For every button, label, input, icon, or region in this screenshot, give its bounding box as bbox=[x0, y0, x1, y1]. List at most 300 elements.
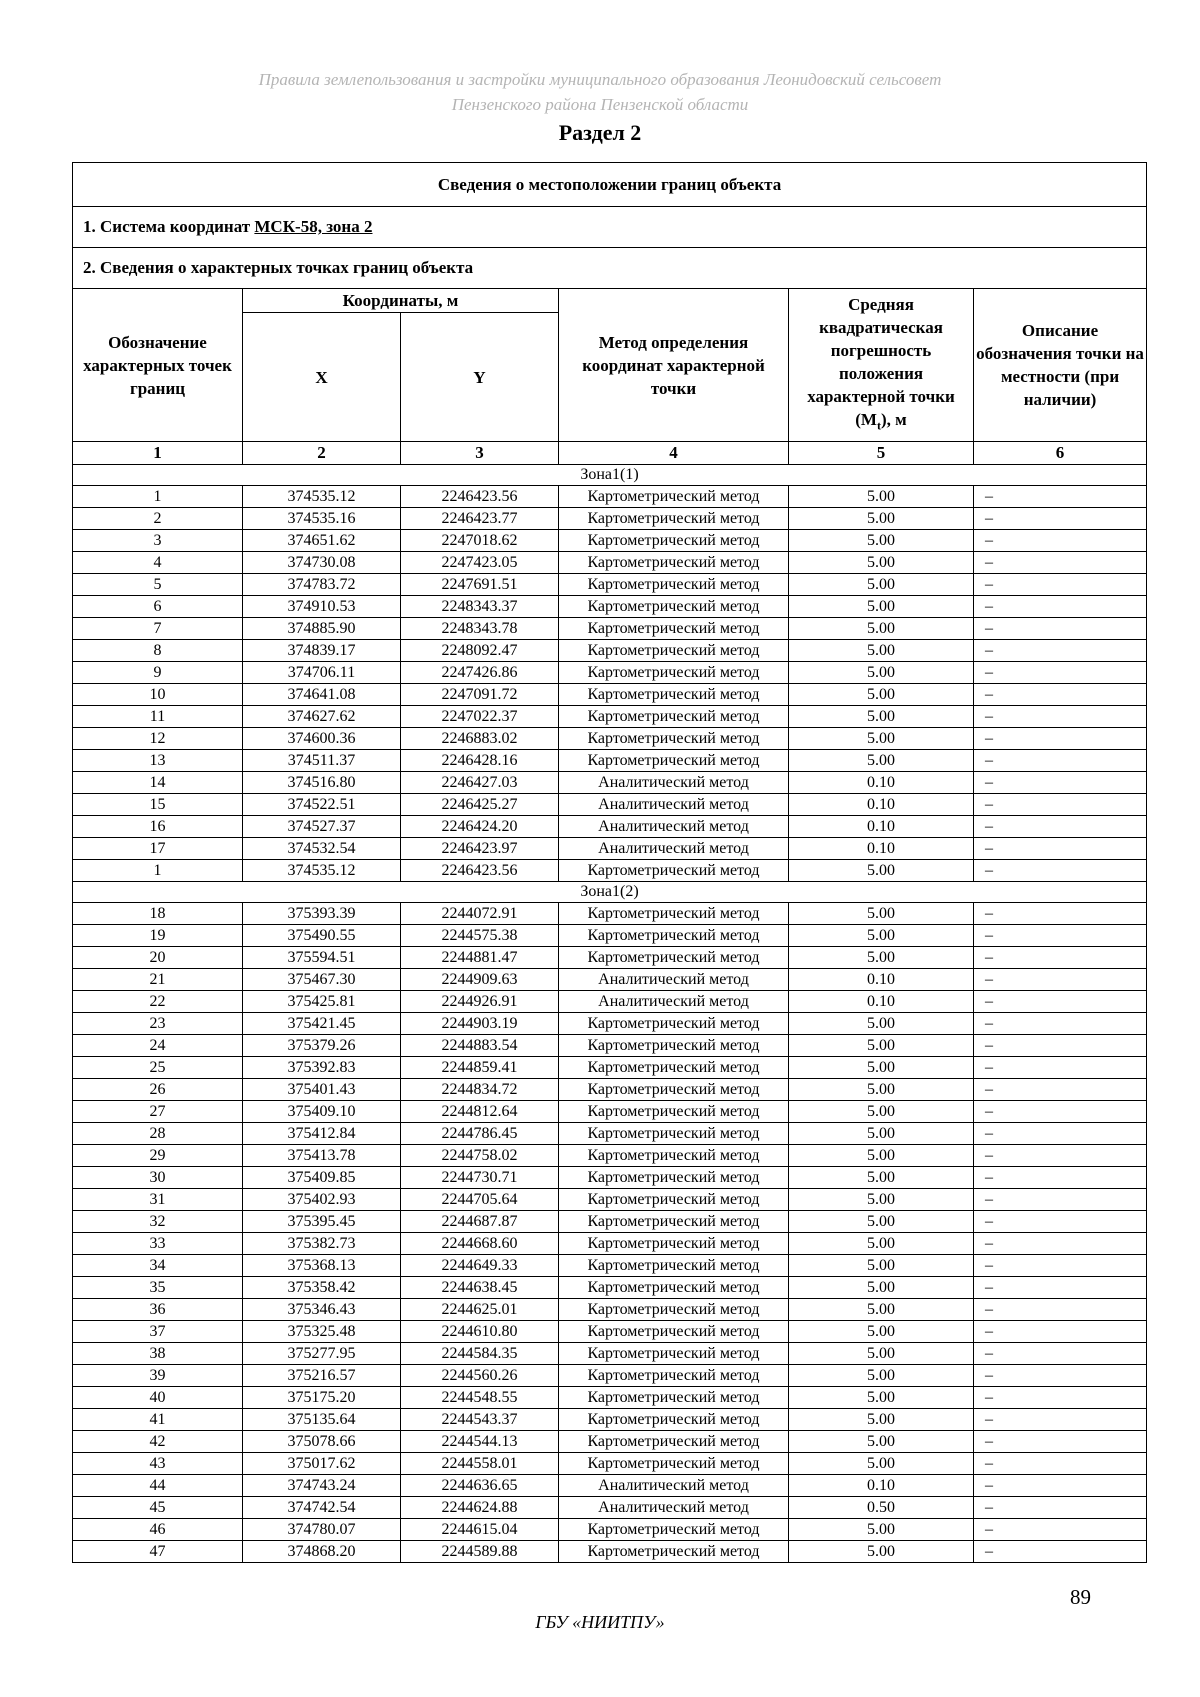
table-row bbox=[73, 1211, 1147, 1233]
description-cell: – bbox=[974, 1365, 1147, 1387]
col-header-description: Описание обозначения точки на местности (при наличии) bbox=[974, 289, 1147, 442]
y-coord-cell: 2244926.91 bbox=[401, 991, 559, 1013]
error-cell: 5.00 bbox=[789, 925, 974, 947]
point-id-cell: 46 bbox=[73, 1519, 243, 1541]
y-coord-cell: 2244758.02 bbox=[401, 1145, 559, 1167]
method-cell: Картометрический метод bbox=[559, 1211, 789, 1233]
error-cell: 5.00 bbox=[789, 903, 974, 925]
description-cell: – bbox=[974, 1145, 1147, 1167]
table-row bbox=[73, 1035, 1147, 1057]
description-cell: – bbox=[974, 1321, 1147, 1343]
method-cell: Аналитический метод bbox=[559, 816, 789, 838]
description-cell: – bbox=[974, 574, 1147, 596]
description-cell: – bbox=[974, 1541, 1147, 1563]
description-cell: – bbox=[974, 816, 1147, 838]
table-row bbox=[73, 1475, 1147, 1497]
method-cell: Картометрический метод bbox=[559, 684, 789, 706]
error-cell: 0.10 bbox=[789, 991, 974, 1013]
error-cell: 5.00 bbox=[789, 1101, 974, 1123]
point-id-cell: 9 bbox=[73, 662, 243, 684]
table-row bbox=[73, 530, 1147, 552]
table-row bbox=[73, 1299, 1147, 1321]
error-cell: 5.00 bbox=[789, 1387, 974, 1409]
y-coord-cell: 2244812.64 bbox=[401, 1101, 559, 1123]
y-coord-cell: 2247423.05 bbox=[401, 552, 559, 574]
y-coord-cell: 2244544.13 bbox=[401, 1431, 559, 1453]
y-coord-cell: 2244624.88 bbox=[401, 1497, 559, 1519]
description-cell: – bbox=[974, 1497, 1147, 1519]
point-id-cell: 7 bbox=[73, 618, 243, 640]
method-cell: Картометрический метод bbox=[559, 1365, 789, 1387]
error-cell: 0.10 bbox=[789, 794, 974, 816]
description-cell: – bbox=[974, 838, 1147, 860]
error-cell: 5.00 bbox=[789, 1035, 974, 1057]
point-id-cell: 26 bbox=[73, 1079, 243, 1101]
method-cell: Картометрический метод bbox=[559, 1189, 789, 1211]
x-coord-cell: 375325.48 bbox=[243, 1321, 401, 1343]
table-row bbox=[73, 1365, 1147, 1387]
method-cell: Картометрический метод bbox=[559, 1387, 789, 1409]
point-id-cell: 8 bbox=[73, 640, 243, 662]
method-cell: Картометрический метод bbox=[559, 530, 789, 552]
table-row bbox=[73, 1057, 1147, 1079]
x-coord-cell: 375594.51 bbox=[243, 947, 401, 969]
error-cell: 5.00 bbox=[789, 574, 974, 596]
x-coord-cell: 374743.24 bbox=[243, 1475, 401, 1497]
col-header-y: Y bbox=[401, 313, 559, 442]
col-number-6: 6 bbox=[974, 442, 1147, 465]
error-cell: 5.00 bbox=[789, 1299, 974, 1321]
description-cell: – bbox=[974, 706, 1147, 728]
description-cell: – bbox=[974, 925, 1147, 947]
x-coord-cell: 374839.17 bbox=[243, 640, 401, 662]
error-cell: 5.00 bbox=[789, 1365, 974, 1387]
error-cell: 5.00 bbox=[789, 1277, 974, 1299]
point-id-cell: 1 bbox=[73, 486, 243, 508]
description-cell: – bbox=[974, 903, 1147, 925]
y-coord-cell: 2246427.03 bbox=[401, 772, 559, 794]
point-id-cell: 37 bbox=[73, 1321, 243, 1343]
point-id-cell: 21 bbox=[73, 969, 243, 991]
error-cell: 5.00 bbox=[789, 486, 974, 508]
x-coord-cell: 374885.90 bbox=[243, 618, 401, 640]
point-id-cell: 2 bbox=[73, 508, 243, 530]
method-cell: Картометрический метод bbox=[559, 1541, 789, 1563]
error-cell: 5.00 bbox=[789, 706, 974, 728]
description-cell: – bbox=[974, 969, 1147, 991]
description-cell: – bbox=[974, 947, 1147, 969]
col-number-2: 2 bbox=[243, 442, 401, 465]
y-coord-cell: 2246423.97 bbox=[401, 838, 559, 860]
point-id-cell: 14 bbox=[73, 772, 243, 794]
table-row bbox=[73, 508, 1147, 530]
method-cell: Картометрический метод bbox=[559, 486, 789, 508]
description-cell: – bbox=[974, 1167, 1147, 1189]
point-id-cell: 16 bbox=[73, 816, 243, 838]
table-row bbox=[73, 1321, 1147, 1343]
y-coord-cell: 2244668.60 bbox=[401, 1233, 559, 1255]
x-coord-cell: 374535.16 bbox=[243, 508, 401, 530]
y-coord-cell: 2246424.20 bbox=[401, 816, 559, 838]
method-cell: Картометрический метод bbox=[559, 750, 789, 772]
error-cell: 5.00 bbox=[789, 1123, 974, 1145]
error-cell: 5.00 bbox=[789, 1079, 974, 1101]
description-cell: – bbox=[974, 1343, 1147, 1365]
error-cell: 5.00 bbox=[789, 1057, 974, 1079]
description-cell: – bbox=[974, 684, 1147, 706]
y-coord-cell: 2247091.72 bbox=[401, 684, 559, 706]
table-row bbox=[73, 991, 1147, 1013]
y-coord-cell: 2247426.86 bbox=[401, 662, 559, 684]
error-cell: 5.00 bbox=[789, 728, 974, 750]
x-coord-cell: 375401.43 bbox=[243, 1079, 401, 1101]
table-row bbox=[73, 684, 1147, 706]
col-header-coordinates: Координаты, м bbox=[243, 289, 559, 313]
error-cell: 0.10 bbox=[789, 816, 974, 838]
method-cell: Картометрический метод bbox=[559, 925, 789, 947]
error-cell: 5.00 bbox=[789, 1233, 974, 1255]
error-cell: 5.00 bbox=[789, 530, 974, 552]
method-cell: Картометрический метод bbox=[559, 1101, 789, 1123]
document-header-line-2: Пензенского района Пензенской области bbox=[451, 95, 749, 114]
table-row bbox=[73, 1189, 1147, 1211]
y-coord-cell: 2244072.91 bbox=[401, 903, 559, 925]
method-cell: Аналитический метод bbox=[559, 838, 789, 860]
x-coord-cell: 375467.30 bbox=[243, 969, 401, 991]
x-coord-cell: 375412.84 bbox=[243, 1123, 401, 1145]
x-coord-cell: 375216.57 bbox=[243, 1365, 401, 1387]
x-coord-cell: 375402.93 bbox=[243, 1189, 401, 1211]
point-id-cell: 33 bbox=[73, 1233, 243, 1255]
table-row bbox=[73, 1453, 1147, 1475]
col-number-5: 5 bbox=[789, 442, 974, 465]
x-coord-cell: 374783.72 bbox=[243, 574, 401, 596]
error-cell: 0.10 bbox=[789, 838, 974, 860]
x-coord-cell: 374627.62 bbox=[243, 706, 401, 728]
description-cell: – bbox=[974, 728, 1147, 750]
x-coord-cell: 375413.78 bbox=[243, 1145, 401, 1167]
coordinate-system-value: МСК-58, зона 2 bbox=[254, 217, 373, 236]
point-id-cell: 15 bbox=[73, 794, 243, 816]
y-coord-cell: 2244558.01 bbox=[401, 1453, 559, 1475]
description-cell: – bbox=[974, 1255, 1147, 1277]
point-id-cell: 25 bbox=[73, 1057, 243, 1079]
point-id-cell: 41 bbox=[73, 1409, 243, 1431]
x-coord-cell: 375346.43 bbox=[243, 1299, 401, 1321]
error-cell: 5.00 bbox=[789, 1431, 974, 1453]
point-id-cell: 28 bbox=[73, 1123, 243, 1145]
y-coord-cell: 2244543.37 bbox=[401, 1409, 559, 1431]
point-id-cell: 17 bbox=[73, 838, 243, 860]
description-cell: – bbox=[974, 486, 1147, 508]
table-row bbox=[73, 794, 1147, 816]
table-row bbox=[73, 1343, 1147, 1365]
x-coord-cell: 375421.45 bbox=[243, 1013, 401, 1035]
method-cell: Картометрический метод bbox=[559, 640, 789, 662]
x-coord-cell: 374651.62 bbox=[243, 530, 401, 552]
footer-organization: ГБУ «НИИТПУ» bbox=[535, 1612, 665, 1632]
point-id-cell: 47 bbox=[73, 1541, 243, 1563]
x-coord-cell: 375393.39 bbox=[243, 903, 401, 925]
method-cell: Аналитический метод bbox=[559, 1475, 789, 1497]
method-cell: Картометрический метод bbox=[559, 1299, 789, 1321]
table-row bbox=[73, 1409, 1147, 1431]
point-id-cell: 13 bbox=[73, 750, 243, 772]
zone-label: Зона1(2) bbox=[73, 882, 1147, 903]
zone-label: Зона1(1) bbox=[73, 465, 1147, 486]
y-coord-cell: 2244903.19 bbox=[401, 1013, 559, 1035]
y-coord-cell: 2246425.27 bbox=[401, 794, 559, 816]
page-number: 89 bbox=[1070, 1585, 1091, 1609]
table-row bbox=[73, 903, 1147, 925]
point-id-cell: 20 bbox=[73, 947, 243, 969]
description-cell: – bbox=[974, 552, 1147, 574]
method-cell: Аналитический метод bbox=[559, 1497, 789, 1519]
method-cell: Картометрический метод bbox=[559, 596, 789, 618]
point-id-cell: 34 bbox=[73, 1255, 243, 1277]
x-coord-cell: 374527.37 bbox=[243, 816, 401, 838]
table-row bbox=[73, 969, 1147, 991]
x-coord-cell: 374535.12 bbox=[243, 486, 401, 508]
x-coord-cell: 375395.45 bbox=[243, 1211, 401, 1233]
method-cell: Картометрический метод bbox=[559, 1255, 789, 1277]
col-header-method: Метод определения координат характерной точки bbox=[559, 289, 789, 442]
description-cell: – bbox=[974, 1277, 1147, 1299]
description-cell: – bbox=[974, 1387, 1147, 1409]
point-id-cell: 35 bbox=[73, 1277, 243, 1299]
y-coord-cell: 2248092.47 bbox=[401, 640, 559, 662]
description-cell: – bbox=[974, 1079, 1147, 1101]
error-cell: 5.00 bbox=[789, 1211, 974, 1233]
table-row bbox=[73, 596, 1147, 618]
error-cell: 5.00 bbox=[789, 1541, 974, 1563]
description-cell: – bbox=[974, 596, 1147, 618]
table-row bbox=[73, 552, 1147, 574]
method-cell: Картометрический метод bbox=[559, 574, 789, 596]
description-cell: – bbox=[974, 1299, 1147, 1321]
y-coord-cell: 2244584.35 bbox=[401, 1343, 559, 1365]
x-coord-cell: 375368.13 bbox=[243, 1255, 401, 1277]
error-cell: 5.00 bbox=[789, 596, 974, 618]
description-cell: – bbox=[974, 1453, 1147, 1475]
method-cell: Картометрический метод bbox=[559, 1453, 789, 1475]
point-id-cell: 10 bbox=[73, 684, 243, 706]
error-cell: 5.00 bbox=[789, 1409, 974, 1431]
description-cell: – bbox=[974, 1123, 1147, 1145]
error-cell: 5.00 bbox=[789, 618, 974, 640]
y-coord-cell: 2244881.47 bbox=[401, 947, 559, 969]
error-cell: 5.00 bbox=[789, 684, 974, 706]
x-coord-cell: 374600.36 bbox=[243, 728, 401, 750]
y-coord-cell: 2247022.37 bbox=[401, 706, 559, 728]
col-number-4: 4 bbox=[559, 442, 789, 465]
method-cell: Картометрический метод bbox=[559, 1057, 789, 1079]
table-row bbox=[73, 706, 1147, 728]
y-coord-cell: 2248343.78 bbox=[401, 618, 559, 640]
description-cell: – bbox=[974, 662, 1147, 684]
method-cell: Аналитический метод bbox=[559, 969, 789, 991]
error-cell: 5.00 bbox=[789, 1013, 974, 1035]
description-cell: – bbox=[974, 1233, 1147, 1255]
table-row bbox=[73, 838, 1147, 860]
x-coord-cell: 375277.95 bbox=[243, 1343, 401, 1365]
x-coord-cell: 375490.55 bbox=[243, 925, 401, 947]
document-header-line-1: Правила землепользования и застройки муниципального образования Леонидовский сельсовет bbox=[258, 70, 942, 89]
boundary-points-table bbox=[72, 162, 1147, 1563]
method-cell: Картометрический метод bbox=[559, 947, 789, 969]
y-coord-cell: 2244834.72 bbox=[401, 1079, 559, 1101]
method-cell: Картометрический метод bbox=[559, 552, 789, 574]
col-header-x: X bbox=[243, 313, 401, 442]
point-id-cell: 30 bbox=[73, 1167, 243, 1189]
error-cell: 5.00 bbox=[789, 1321, 974, 1343]
method-cell: Картометрический метод bbox=[559, 1013, 789, 1035]
x-coord-cell: 375358.42 bbox=[243, 1277, 401, 1299]
table-row bbox=[73, 1013, 1147, 1035]
error-cell: 0.50 bbox=[789, 1497, 974, 1519]
method-cell: Картометрический метод bbox=[559, 618, 789, 640]
table-row bbox=[73, 860, 1147, 882]
y-coord-cell: 2247018.62 bbox=[401, 530, 559, 552]
description-cell: – bbox=[974, 640, 1147, 662]
error-cell: 5.00 bbox=[789, 947, 974, 969]
x-coord-cell: 375382.73 bbox=[243, 1233, 401, 1255]
y-coord-cell: 2244636.65 bbox=[401, 1475, 559, 1497]
method-cell: Картометрический метод bbox=[559, 903, 789, 925]
method-cell: Картометрический метод bbox=[559, 1277, 789, 1299]
method-cell: Картометрический метод bbox=[559, 1167, 789, 1189]
point-id-cell: 31 bbox=[73, 1189, 243, 1211]
point-id-cell: 29 bbox=[73, 1145, 243, 1167]
y-coord-cell: 2244730.71 bbox=[401, 1167, 559, 1189]
y-coord-cell: 2246423.77 bbox=[401, 508, 559, 530]
point-id-cell: 23 bbox=[73, 1013, 243, 1035]
y-coord-cell: 2247691.51 bbox=[401, 574, 559, 596]
method-cell: Картометрический метод bbox=[559, 508, 789, 530]
error-cell: 5.00 bbox=[789, 552, 974, 574]
y-coord-cell: 2244859.41 bbox=[401, 1057, 559, 1079]
table-row bbox=[73, 640, 1147, 662]
method-cell: Картометрический метод bbox=[559, 706, 789, 728]
x-coord-cell: 374641.08 bbox=[243, 684, 401, 706]
error-cell: 5.00 bbox=[789, 508, 974, 530]
table-row bbox=[73, 1145, 1147, 1167]
y-coord-cell: 2248343.37 bbox=[401, 596, 559, 618]
point-id-cell: 6 bbox=[73, 596, 243, 618]
table-row bbox=[73, 1101, 1147, 1123]
x-coord-cell: 375425.81 bbox=[243, 991, 401, 1013]
description-cell: – bbox=[974, 991, 1147, 1013]
error-cell: 5.00 bbox=[789, 1145, 974, 1167]
error-cell: 5.00 bbox=[789, 750, 974, 772]
table-row bbox=[73, 1255, 1147, 1277]
error-cell: 0.10 bbox=[789, 772, 974, 794]
point-id-cell: 27 bbox=[73, 1101, 243, 1123]
description-cell: – bbox=[974, 1475, 1147, 1497]
table-row bbox=[73, 750, 1147, 772]
point-id-cell: 24 bbox=[73, 1035, 243, 1057]
coordinate-system-row bbox=[73, 207, 1147, 248]
method-cell: Картометрический метод bbox=[559, 860, 789, 882]
point-id-cell: 38 bbox=[73, 1343, 243, 1365]
error-cell: 5.00 bbox=[789, 1343, 974, 1365]
method-cell: Аналитический метод bbox=[559, 991, 789, 1013]
point-id-cell: 5 bbox=[73, 574, 243, 596]
table-row bbox=[73, 728, 1147, 750]
table-row bbox=[73, 1079, 1147, 1101]
x-coord-cell: 375409.10 bbox=[243, 1101, 401, 1123]
method-cell: Картометрический метод bbox=[559, 662, 789, 684]
description-cell: – bbox=[974, 750, 1147, 772]
x-coord-cell: 375078.66 bbox=[243, 1431, 401, 1453]
y-coord-cell: 2244625.01 bbox=[401, 1299, 559, 1321]
y-coord-cell: 2244589.88 bbox=[401, 1541, 559, 1563]
y-coord-cell: 2244883.54 bbox=[401, 1035, 559, 1057]
method-cell: Картометрический метод bbox=[559, 1431, 789, 1453]
y-coord-cell: 2246883.02 bbox=[401, 728, 559, 750]
description-cell: – bbox=[974, 618, 1147, 640]
col-number-3: 3 bbox=[401, 442, 559, 465]
y-coord-cell: 2244705.64 bbox=[401, 1189, 559, 1211]
description-cell: – bbox=[974, 1057, 1147, 1079]
point-id-cell: 1 bbox=[73, 860, 243, 882]
col-header-designation: Обозначение характерных точек границ bbox=[73, 289, 243, 442]
error-cell: 5.00 bbox=[789, 1167, 974, 1189]
table-row bbox=[73, 816, 1147, 838]
x-coord-cell: 374532.54 bbox=[243, 838, 401, 860]
description-cell: – bbox=[974, 508, 1147, 530]
y-coord-cell: 2244638.45 bbox=[401, 1277, 559, 1299]
error-cell: 5.00 bbox=[789, 662, 974, 684]
y-coord-cell: 2244786.45 bbox=[401, 1123, 559, 1145]
error-cell: 5.00 bbox=[789, 1189, 974, 1211]
table-row bbox=[73, 1123, 1147, 1145]
table-title: Сведения о местоположении границ объекта bbox=[73, 163, 1147, 207]
table-row bbox=[73, 947, 1147, 969]
error-cell: 0.10 bbox=[789, 969, 974, 991]
zone-row bbox=[73, 465, 1147, 486]
error-cell: 5.00 bbox=[789, 1453, 974, 1475]
point-id-cell: 40 bbox=[73, 1387, 243, 1409]
section-title: Раздел 2 bbox=[558, 120, 642, 145]
method-cell: Картометрический метод bbox=[559, 1145, 789, 1167]
method-cell: Картометрический метод bbox=[559, 1321, 789, 1343]
error-cell: 5.00 bbox=[789, 1519, 974, 1541]
x-coord-cell: 375409.85 bbox=[243, 1167, 401, 1189]
y-coord-cell: 2244560.26 bbox=[401, 1365, 559, 1387]
x-coord-cell: 374516.80 bbox=[243, 772, 401, 794]
y-coord-cell: 2244649.33 bbox=[401, 1255, 559, 1277]
table-row bbox=[73, 486, 1147, 508]
error-cell: 5.00 bbox=[789, 640, 974, 662]
y-coord-cell: 2244610.80 bbox=[401, 1321, 559, 1343]
x-coord-cell: 374706.11 bbox=[243, 662, 401, 684]
description-cell: – bbox=[974, 860, 1147, 882]
x-coord-cell: 374742.54 bbox=[243, 1497, 401, 1519]
x-coord-cell: 374780.07 bbox=[243, 1519, 401, 1541]
method-cell: Картометрический метод bbox=[559, 1079, 789, 1101]
description-cell: – bbox=[974, 1431, 1147, 1453]
method-cell: Картометрический метод bbox=[559, 1409, 789, 1431]
y-coord-cell: 2244615.04 bbox=[401, 1519, 559, 1541]
description-cell: – bbox=[974, 772, 1147, 794]
method-cell: Картометрический метод bbox=[559, 1123, 789, 1145]
y-coord-cell: 2244687.87 bbox=[401, 1211, 559, 1233]
point-id-cell: 3 bbox=[73, 530, 243, 552]
point-id-cell: 12 bbox=[73, 728, 243, 750]
point-id-cell: 36 bbox=[73, 1299, 243, 1321]
x-coord-cell: 374511.37 bbox=[243, 750, 401, 772]
